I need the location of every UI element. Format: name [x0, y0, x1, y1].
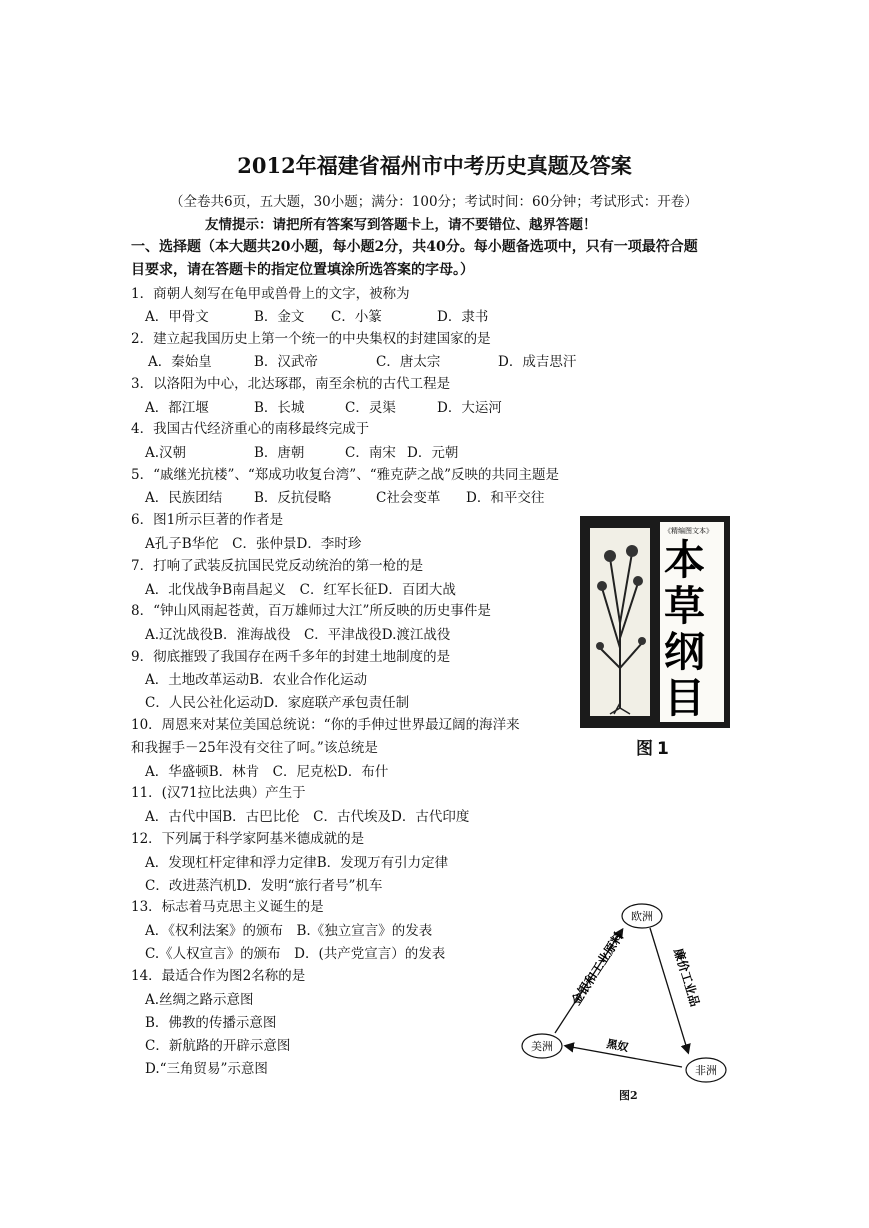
- question-14: 14．最适合作为图2名称的是: [131, 968, 306, 984]
- question-2: 2．建立起我国历史上第一个统一的中央集权的封建国家的是: [131, 331, 491, 347]
- question-5-option-c: C社会变革: [376, 490, 441, 506]
- node-europe-label: 欧洲: [631, 910, 653, 923]
- book-title-char-4: 目: [664, 674, 705, 722]
- question-4-option-a: A.汉朝: [145, 445, 187, 461]
- figure-1-caption: 图1: [636, 739, 673, 759]
- question-4-option-d: D．元朝: [407, 445, 459, 461]
- book-series-label: 《精编图文本》: [664, 527, 713, 535]
- question-4: 4．我国古代经济重心的南移最终完成于: [131, 421, 370, 437]
- question-6: 6．图1所示巨著的作者是: [131, 512, 284, 528]
- question-10-options: A．华盛顿B．林肯 C．尼克松D．布什: [145, 764, 389, 780]
- section-heading: [131, 236, 771, 282]
- question-12-options-line-2: C．改进蒸汽机D．发明“旅行者号”机车: [145, 878, 383, 894]
- question-1-option-d: D．隶书: [437, 309, 489, 325]
- question-2-option-c: C．唐太宗: [376, 354, 441, 370]
- question-3-option-a: A．都江堰: [145, 400, 209, 416]
- question-2-option-b: B．汉武帝: [254, 354, 318, 370]
- question-12: 12．下列属于科学家阿基米德成就的是: [131, 831, 365, 847]
- question-4-option-b: B．唐朝: [254, 445, 305, 461]
- question-7: 7．打响了武装反抗国民党反动统治的第一枪的是: [131, 558, 424, 574]
- node-america-label: 美洲: [531, 1040, 553, 1053]
- question-9-options-line-2: C．人民公社化运动D．家庭联产承包责任制: [145, 695, 410, 711]
- question-1-option-a: A．甲骨文: [145, 309, 209, 325]
- question-3: 3．以洛阳为中心，北达琢郡，南至余杭的古代工程是: [131, 376, 451, 392]
- question-5: 5．“戚继光抗楼”、“郑成功收复台湾”、“雅克萨之战”反映的共同主题是: [131, 467, 559, 483]
- question-9: 9．彻底摧毁了我国存在两千多年的封建土地制度的是: [131, 649, 451, 665]
- question-9-options-line-1: A．土地改革运动B．农业合作化运动: [145, 672, 368, 688]
- question-3-option-d: D．大运河: [437, 400, 502, 416]
- figure-2-triangle-trade-diagram: [510, 900, 750, 1100]
- question-13-options-line-1: A．《权利法案》的颁布 B.《独立宣言》的发表: [145, 923, 433, 939]
- question-1-option-c: C．小篆: [331, 309, 382, 325]
- herb-illustration: [590, 528, 650, 716]
- question-10-continued: 和我握手－25年没有交往了呵。”该总统是: [131, 740, 378, 756]
- question-3-option-b: B．长城: [254, 400, 305, 416]
- edge-label-black-slaves: 黑奴: [605, 1037, 630, 1055]
- question-11: 11．(汉71拉比法典）产生于: [131, 785, 306, 801]
- question-14-option-b: B．佛教的传播示意图: [145, 1015, 277, 1031]
- question-2-option-a: A．秦始皇: [148, 354, 212, 370]
- edge-label-cheap-industrial-goods: 廉价工业品: [671, 946, 703, 1009]
- question-3-option-c: C．灵渠: [345, 400, 396, 416]
- book-title-char-2: 草: [664, 582, 705, 630]
- question-6-options: A孔子B华佗 C．张仲景D．李时珍: [145, 536, 362, 552]
- figure-1-book-cover: [580, 516, 730, 728]
- edge-label-gold-silver-raw-materials: 金银和工业原料: [568, 929, 627, 1008]
- book-title-char-3: 纲: [664, 628, 705, 676]
- question-14-option-a: A.丝绸之路示意图: [145, 992, 254, 1008]
- node-africa-label: 非洲: [695, 1064, 717, 1077]
- question-10: 10．周恩来对某位美国总统说：“你的手伸过世界最辽阔的海洋来: [131, 717, 520, 733]
- section-heading-line-2: 目要求，请在答题卡的指定位置填涂所选答案的字母。）: [131, 262, 474, 278]
- question-13-options-line-2: C.《人权宣言》的颁布 D．(共产党宣言）的发表: [145, 946, 446, 962]
- page-title: 2012年福建省福州市中考历史真题及答案: [237, 153, 632, 178]
- question-14-option-c: C．新航路的开辟示意图: [145, 1038, 291, 1054]
- question-13: 13．标志着马克思主义诞生的是: [131, 899, 324, 915]
- question-1: 1．商朝人刻写在龟甲或兽骨上的文字，被称为: [131, 286, 410, 302]
- question-1-option-b: B．金文: [254, 309, 305, 325]
- question-2-option-d: D．成吉思汗: [498, 354, 577, 370]
- question-5-option-d: D．和平交往: [466, 490, 545, 506]
- question-11-options: A．古代中国B．古巴比伦 C．古代埃及D．古代印度: [145, 809, 470, 825]
- question-14-option-d: D.“三角贸易”示意图: [145, 1061, 268, 1077]
- question-7-options: A．北伐战争B南昌起义 C．红军长征D．百团大战: [145, 582, 456, 598]
- question-4-option-c: C．南宋: [345, 445, 396, 461]
- herb-plant-icon: [590, 528, 650, 716]
- figure-2-caption: 图2: [619, 1089, 638, 1102]
- question-5-option-a: A．民族团结: [145, 490, 223, 506]
- question-8: 8．“钟山风雨起苍黄，百万雄师过大江”所反映的历史事件是: [131, 603, 491, 619]
- question-12-options-line-1: A．发现杠杆定律和浮力定律B．发现万有引力定律: [145, 855, 449, 871]
- book-title-char-1: 本: [664, 536, 705, 584]
- question-8-options: A.辽沈战役B．淮海战役 C．平津战役D.渡江战役: [145, 627, 451, 643]
- exam-info: （全卷共6页，五大题，30小题；满分：100分；考试时间：60分钟；考试形式：开卷）: [170, 194, 698, 210]
- question-5-option-b: B．反抗侵略: [254, 490, 332, 506]
- friendly-tip: 友情提示：请把所有答案写到答题卡上，请不要错位、越界答题！: [205, 217, 597, 233]
- section-heading-line-1: 一、选择题（本大题共20小题，每小题2分，共40分。每小题备选项中，只有一项最符合题: [131, 239, 698, 255]
